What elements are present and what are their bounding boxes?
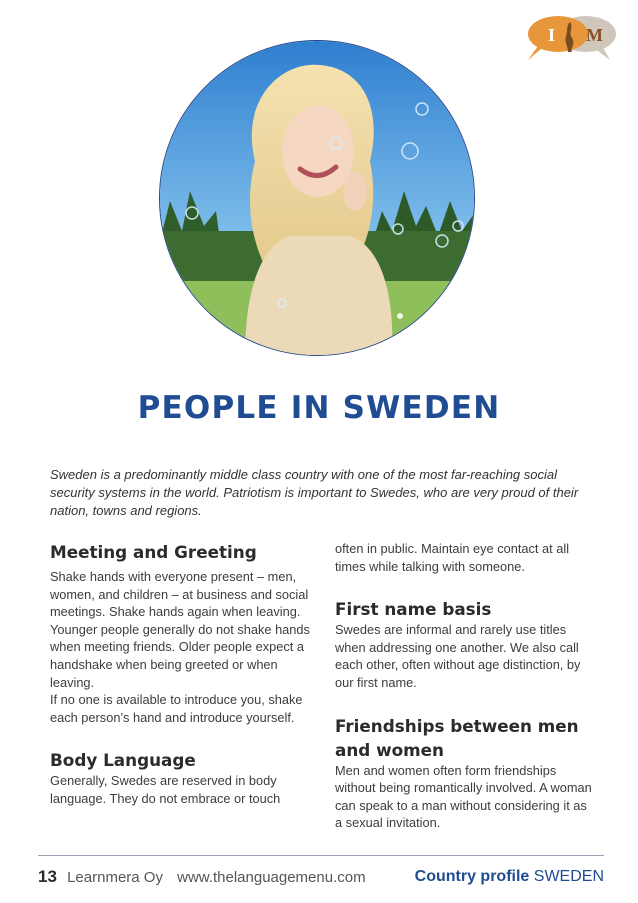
- company-name: Learnmera Oy: [67, 869, 163, 886]
- learnmera-logo: [524, 14, 620, 64]
- page-title: PEOPLE IN SWEDEN: [137, 390, 501, 426]
- paragraph-younger-people: Younger people generally do not shake hands when meeting friends. Older people expect a handshake when being greeted or when leaving.: [50, 621, 310, 690]
- heading-friendships: Friendships between men and women: [335, 715, 579, 760]
- intro-paragraph: Sweden is a predominantly middle class country with one of the most far-reaching social security systems in the world. Patriotism is important to Swedes, who are very proud of their nation, towns and regions.: [50, 467, 579, 518]
- website-link[interactable]: www.thelanguagemenu.com: [177, 869, 366, 886]
- heading-meeting-greeting: Meeting and Greeting: [50, 542, 257, 562]
- paragraph-friendships: Men and women often form friendships without being romantically involved. A woman can speak to a man without considering it as a sexual invitation.: [335, 762, 592, 831]
- heading-first-name-basis: First name basis: [335, 599, 492, 620]
- paragraph-eye-contact: often in public. Maintain eye contact at all times while talking with someone.: [335, 541, 570, 574]
- heading-body-language: Body Language: [50, 750, 196, 771]
- paragraph-introduce-yourself: If no one is available to introduce you, shake each person’s hand and introduce yourself.: [50, 692, 303, 725]
- right-column: [335, 540, 597, 832]
- page-footer: [38, 865, 604, 889]
- profile-label: Country profile: [414, 868, 530, 885]
- woman-blowing-bubbles-photo: [159, 40, 475, 356]
- country-profile-label: [415, 865, 604, 889]
- left-column: [50, 540, 312, 808]
- paragraph-shake-hands: Shake hands with everyone present – men, women, and children – at business and social meetings. Shake hands again when leaving.: [50, 569, 309, 620]
- paragraph-informal: Swedes are informal and rarely use titles when addressing one another. We also call each other, often without age distinction, by our first name.: [335, 622, 581, 690]
- logo-letter-i: I: [548, 25, 556, 45]
- logo-letter-m: M: [586, 25, 603, 45]
- profile-country: SWEDEN: [533, 868, 604, 885]
- footer-divider: [38, 855, 604, 856]
- page-number: 13: [38, 867, 57, 886]
- paragraph-body-language: Generally, Swedes are reserved in body language. They do not embrace or touch: [50, 773, 281, 806]
